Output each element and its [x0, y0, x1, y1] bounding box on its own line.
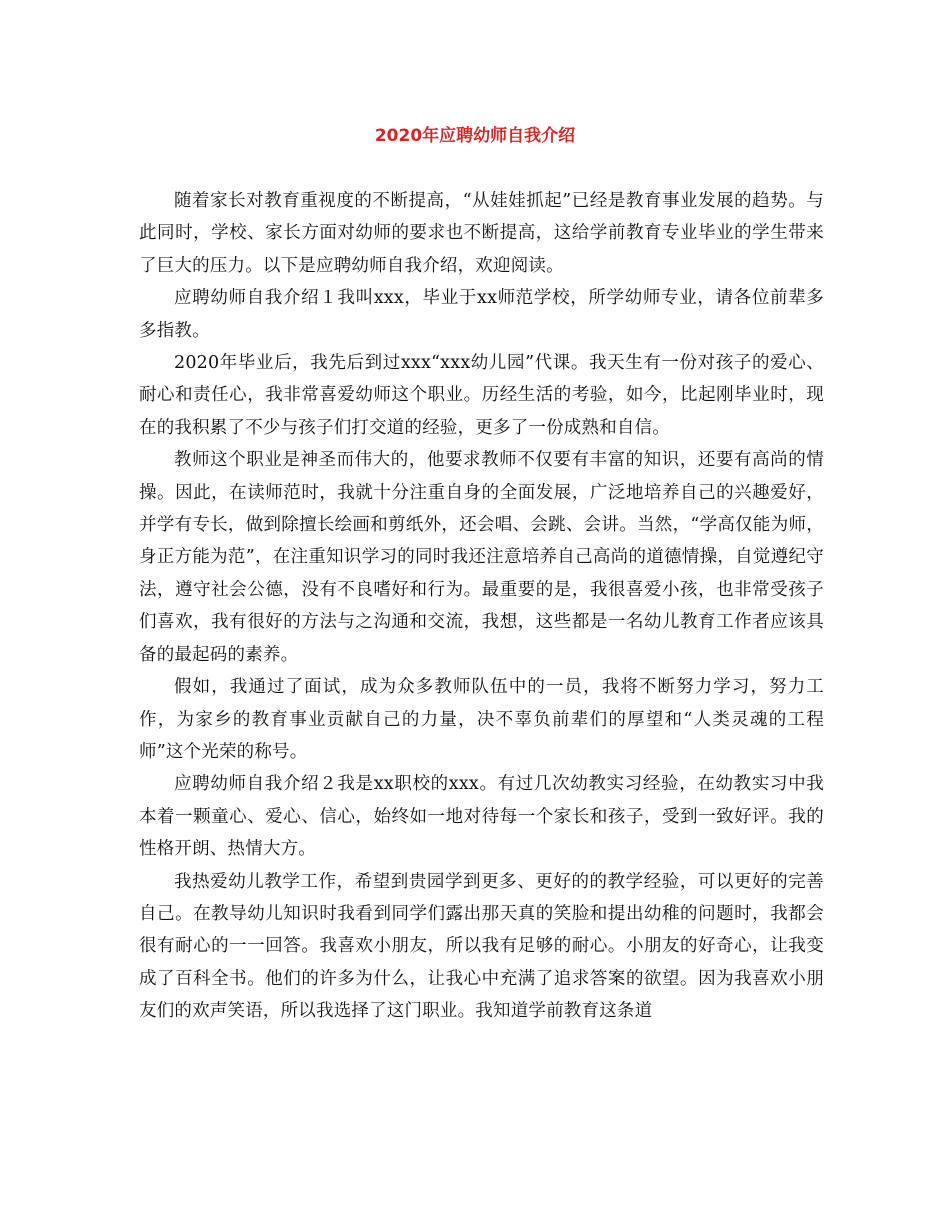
- paragraph-intro-2: 应聘幼师自我介绍２我是xx职校的xxx。有过几次幼教实习经验，在幼教实习中我本着一颗童心、爱心、信心，始终如一地对待每一个家长和孩子，受到一致好评。我的性格开朗、热情大方。: [139, 774, 824, 860]
- paragraph-interview: 假如，我通过了面试，成为众多教师队伍中的一员，我将不断努力学习，努力工作，为家乡的教育事业贡献自己的力量，决不辜负前辈们的厚望和“人类灵魂的工程师”这个光荣的称号。: [139, 677, 824, 762]
- document-body: [139, 185, 824, 1028]
- paragraph-teacher-profession: 教师这个职业是神圣而伟大的，他要求教师不仅要有丰富的知识，还要有高尚的情操。因此，在读师范时，我就十分注重自身的全面发展，广泛地培养自己的兴趣爱好，并学有专长，做到除擅长绘画和剪纸外，还会唱、会跳、会讲。当然，“学高仅能为师，身正方能为范”，在注重知识学习的同时我还注意培养自己高尚的道德情操，自觉遵纪守法，遵守社会公德，没有不良嗜好和行为。最重要的是，我很喜爱小孩，也非常受孩子们喜欢，我有很好的方法与之沟通和交流，我想，这些都是一名幼儿教育工作者应该具备的最起码的素养。: [139, 450, 824, 665]
- paragraph-intro-1: 应聘幼师自我介绍１我叫xxx，毕业于xx师范学校，所学幼师专业，请各位前辈多多指教。: [139, 288, 824, 341]
- paragraph-intro: 随着家长对教育重视度的不断提高，“从娃娃抓起”已经是教育事业发展的趋势。与此同时，学校、家长方面对幼师的要求也不断提高，这给学前教育专业毕业的学生带来了巨大的压力。以下是应聘幼师自我介绍，欢迎阅读。: [139, 191, 824, 276]
- document-title: 2020年应聘幼师自我介绍: [374, 126, 576, 146]
- paragraph-love-teaching: 我热爱幼儿教学工作，希望到贵园学到更多、更好的的教学经验，可以更好的完善自己。在教导幼儿知识时我看到同学们露出那天真的笑脸和提出幼稚的问题时，我都会很有耐心的一一回答。我喜欢小朋友，所以我有足够的耐心。小朋友的好奇心，让我变成了百科全书。他们的许多为什么，让我心中充满了追求答案的欲望。因为我喜欢小朋友们的欢声笑语，所以我选择了这门职业。我知道学前教育这条道: [139, 871, 824, 1022]
- paragraph-graduation: 2020年毕业后，我先后到过xxx“xxx幼儿园”代课。我天生有一份对孩子的爱心、耐心和责任心，我非常喜爱幼师这个职业。历经生活的考验，如今，比起刚毕业时，现在的我积累了不少与孩子们打交道的经验，更多了一份成熟和自信。: [139, 353, 824, 438]
